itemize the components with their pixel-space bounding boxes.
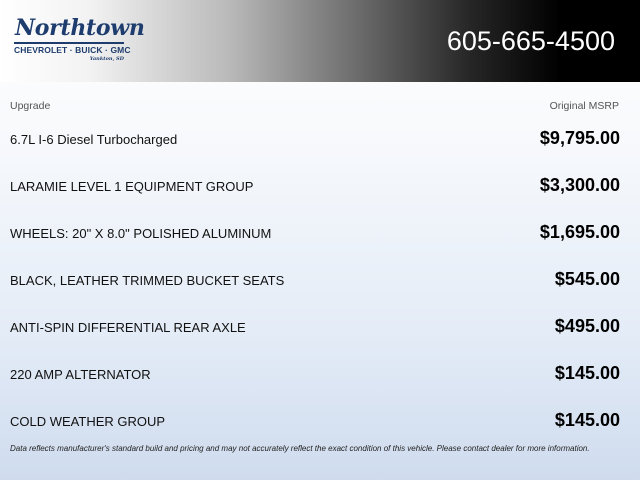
upgrade-name: COLD WEATHER GROUP [10,414,166,429]
upgrade-name: WHEELS: 20" X 8.0" POLISHED ALUMINUM [10,226,272,241]
upgrade-row [0,210,640,257]
upgrade-name: BLACK, LEATHER TRIMMED BUCKET SEATS [10,273,285,288]
upgrade-name: LARAMIE LEVEL 1 EQUIPMENT GROUP [10,179,254,194]
upgrade-price: $145.00 [554,363,620,383]
logo-brands: CHEVROLET · BUICK · GMC [14,45,131,55]
logo-divider [14,42,124,44]
upgrade-row [0,304,640,351]
header-banner [0,0,640,82]
upgrade-row [0,116,640,163]
upgrade-price: $495.00 [554,316,620,336]
upgrade-row [0,351,640,398]
dealer-logo[interactable] [12,15,145,64]
disclaimer-text: Data reflects manufacturer's standard build and pricing and may not accurately reflect the exact condition of this vehicle. Please contact dealer for more information. [10,444,590,453]
upgrade-row [0,398,640,445]
upgrade-name: 220 AMP ALTERNATOR [10,367,151,382]
upgrade-price: $545.00 [554,269,620,289]
upgrade-price: $1,695.00 [539,222,620,242]
upgrade-row [0,163,640,210]
upgrade-list [0,116,640,445]
upgrade-price: $3,300.00 [539,175,620,195]
dealer-phone[interactable]: 605-665-4500 [446,26,615,56]
upgrade-price: $145.00 [554,410,620,430]
upgrade-row [0,257,640,304]
upgrade-column-header: Upgrade [10,100,51,112]
upgrade-name: ANTI-SPIN DIFFERENTIAL REAR AXLE [10,320,246,335]
msrp-column-header: Original MSRP [549,100,619,112]
logo-name: Northtown [15,15,145,41]
upgrade-name: 6.7L I-6 Diesel Turbocharged [10,132,178,147]
logo-city: Yankton, SD [89,56,124,62]
upgrade-price: $9,795.00 [539,128,620,148]
